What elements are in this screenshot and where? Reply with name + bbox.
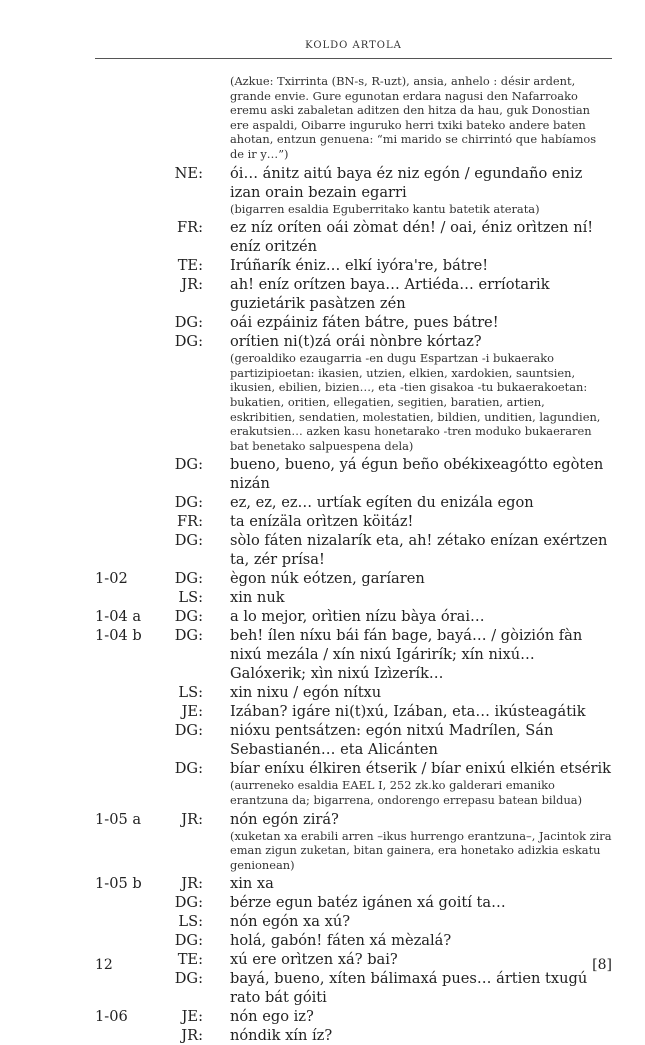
dialogue-line	[95, 512, 612, 531]
speaker-code: JE:	[181, 703, 203, 721]
dialogue-line	[95, 810, 612, 829]
dialogue-line	[95, 683, 612, 702]
editorial-note: (Azkue: Txirrinta (BN-s, R-uzt), ansia, anhelo : désir ardent, grande envie. Gure egunotan erdara nagusi den Nafarroako eremu aski zabaletan aditzen den hitza da hau, guk Donostian ere aspaldi, Oibarre inguruko herri txiki bateko andere baten ahotan, entzun genuena: “mi marido se chirrintó que habíamos de ir y…”)	[230, 74, 597, 161]
line-reference	[95, 493, 157, 512]
editorial-note: (geroaldiko ezaugarria -en dugu Espartzan -i bukaerako partizipioetan: ikasien, utzien, elkien, xardokien, sauntsien, ikusien, ebilien, bizien…, eta -tien gisakoa -tu bukaerakoetan: bukatien, oritien, ellegatien, segitien, baratien, artien, eskribitien, sendatien, molestatien, bildien, unditien, lagundien, erakutsien… azken kasu honetarako -tren moduko bukaeraren bat benetako salpuespena dela)	[230, 351, 601, 453]
line-reference: 1-04 a	[95, 608, 142, 626]
speaker-code: JR:	[181, 810, 203, 828]
dialogue-line	[95, 275, 612, 313]
utterance-text: xin xa	[230, 875, 274, 893]
line-reference: 1-02	[95, 570, 128, 588]
speaker-code: TE:	[177, 951, 203, 969]
speaker-code: DG:	[174, 456, 203, 474]
dialogue-line	[95, 313, 612, 332]
utterance-text: bayá, bueno, xíten bálimaxá pues… ártien txugú rato bát góiti	[230, 970, 588, 1007]
line-reference	[95, 531, 157, 569]
dialogue-line	[95, 256, 612, 275]
dialogue-line	[95, 1007, 612, 1026]
speaker-code: DG:	[174, 608, 203, 626]
line-reference	[95, 759, 157, 778]
header-rule	[95, 58, 612, 59]
line-reference	[95, 931, 157, 950]
speaker-code: DG:	[174, 333, 203, 351]
line-reference	[95, 455, 157, 493]
line-reference	[95, 275, 157, 313]
line-reference	[95, 588, 157, 607]
utterance-text: oái ezpáiniz fáten bátre, pues bátre!	[230, 314, 499, 332]
line-reference	[95, 256, 157, 275]
speaker-code: JR:	[181, 1027, 203, 1045]
dialogue-line	[95, 893, 612, 912]
speaker-code: JE:	[181, 1008, 203, 1026]
dialogue-line	[95, 588, 612, 607]
speaker-code: DG:	[174, 970, 203, 988]
utterance-text: bíar eníxu élkiren étserik / bíar enixú elkién etsérik	[230, 760, 611, 778]
utterance-text: xin nixu / egón nítxu	[230, 684, 382, 702]
utterance-text: ta enízäla orìtzen köitáz!	[230, 513, 414, 531]
utterance-text: bueno, bueno, yá égun beño obékixeagótto egòten nizán	[230, 456, 604, 493]
page-body	[95, 74, 612, 1045]
dialogue-line	[95, 759, 612, 778]
speaker-code: LS:	[178, 684, 203, 702]
line-reference	[95, 893, 157, 912]
utterance-text: nón egón xa xú?	[230, 913, 351, 931]
speaker-code: FR:	[176, 513, 203, 531]
speaker-code: DG:	[174, 532, 203, 550]
speaker-code: NE:	[174, 164, 203, 182]
line-reference	[95, 683, 157, 702]
dialogue-line	[95, 1026, 612, 1045]
dialogue-line	[95, 626, 612, 683]
speaker-code: DG:	[174, 314, 203, 332]
dialogue-line	[95, 493, 612, 512]
line-reference	[95, 164, 157, 202]
speaker-code: DG:	[174, 932, 203, 950]
utterance-text: xú ere orìtzen xá? bai?	[230, 951, 398, 969]
dialogue-line	[95, 721, 612, 759]
utterance-text: xin nuk	[230, 589, 285, 607]
utterance-text: ez níz oríten oái zòmat dén! / oai, éniz orìtzen ní! eníz oritzén	[230, 219, 594, 256]
utterance-text: ah! eníz orítzen baya… Artiéda… erríotarik guzietárik pasàtzen zén	[230, 276, 550, 313]
line-reference: 1-05 b	[95, 875, 142, 893]
utterance-text: Izában? igáre ni(t)xú, Izában, eta… ikústeagátik	[230, 703, 586, 721]
dialogue-line	[95, 969, 612, 1007]
dialogue-line	[95, 950, 612, 969]
dialogue-line	[95, 874, 612, 893]
utterance-text: ói… ánitz aitú baya éz niz egón / egundaño eniz izan orain bezain egarri	[230, 164, 583, 201]
line-reference	[95, 912, 157, 931]
editorial-note: (xuketan xa erabili arren –ikus hurrengo erantzuna–, Jacintok zira eman zigun zuketan, bitan gainera, era honetako adizkia eskatu genionean)	[230, 828, 612, 872]
editorial-note: (bigarren esaldia Eguberritako kantu batetik aterata)	[230, 201, 540, 216]
utterance-text: ez, ez, ez… urtíak egíten du enizála egon	[230, 494, 534, 512]
utterance-text: nón egón zirá?	[230, 810, 339, 828]
line-reference	[95, 218, 157, 256]
editorial-note: (aurreneko esaldia EAEL I, 252 zk.ko galderari emaniko erantzuna da; bigarrena, ondorengo errepasu batean bildua)	[230, 778, 583, 807]
speaker-code: JR:	[181, 875, 203, 893]
line-reference	[95, 969, 157, 1007]
utterance-text: holá, gabón! fáten xá mèzalá?	[230, 932, 452, 950]
dialogue-line	[95, 332, 612, 351]
utterance-text: sòlo fáten nizalarík eta, ah! zétako enízan exértzen ta, zér prísa!	[230, 532, 608, 569]
utterance-text: beh! ílen níxu bái fán bage, bayá… / gòizión fàn nixú mezála / xín nixú Igárirík; xín nixú… Galóxerik; xìn nixú Izìzerík…	[230, 627, 583, 683]
utterance-text: nóndik xín íz?	[230, 1027, 333, 1045]
line-reference: 1-04 b	[95, 627, 142, 645]
utterance-text: nón ego iz?	[230, 1008, 314, 1026]
speaker-code: LS:	[178, 913, 203, 931]
utterance-text: bérze egun batéz igánen xá goití ta…	[230, 894, 506, 912]
utterance-text: a lo mejor, orìtien nízu bàya órai…	[230, 608, 485, 626]
line-reference: 1-05 a	[95, 810, 142, 828]
utterance-text: Irúñarík éniz… elkí iyóra're, bátre!	[230, 257, 489, 275]
dialogue-line	[95, 931, 612, 950]
line-reference	[95, 702, 157, 721]
dialogue-line	[95, 218, 612, 256]
speaker-code: DG:	[174, 722, 203, 740]
utterance-text: orítien ni(t)zá orái nònbre kórtaz?	[230, 333, 482, 351]
dialogue-line	[95, 702, 612, 721]
dialogue-line	[95, 607, 612, 626]
speaker-code: TE:	[177, 257, 203, 275]
line-reference	[95, 313, 157, 332]
line-reference	[95, 1026, 157, 1045]
section-marker: [8]	[592, 957, 612, 973]
line-reference	[95, 721, 157, 759]
speaker-code: LS:	[178, 589, 203, 607]
speaker-code: DG:	[174, 627, 203, 645]
dialogue-line	[95, 912, 612, 931]
speaker-code: DG:	[174, 570, 203, 588]
running-header: KOLDO ARTOLA	[305, 40, 402, 51]
page-number: 12	[95, 957, 113, 973]
dialogue-line	[95, 531, 612, 569]
speaker-code: DG:	[174, 894, 203, 912]
dialogue-line	[95, 569, 612, 588]
utterance-text: nióxu pentsátzen: egón nitxú Madrílen, Sán Sebastianén… eta Alicánten	[230, 722, 554, 759]
speaker-code: FR:	[176, 219, 203, 237]
utterance-text: ègon núk eótzen, garíaren	[230, 570, 425, 588]
speaker-code: DG:	[174, 760, 203, 778]
dialogue-line	[95, 455, 612, 493]
speaker-code: JR:	[181, 276, 203, 294]
line-reference	[95, 512, 157, 531]
speaker-code: DG:	[174, 494, 203, 512]
line-reference	[95, 332, 157, 351]
dialogue-line	[95, 164, 612, 202]
line-reference: 1-06	[95, 1008, 128, 1026]
